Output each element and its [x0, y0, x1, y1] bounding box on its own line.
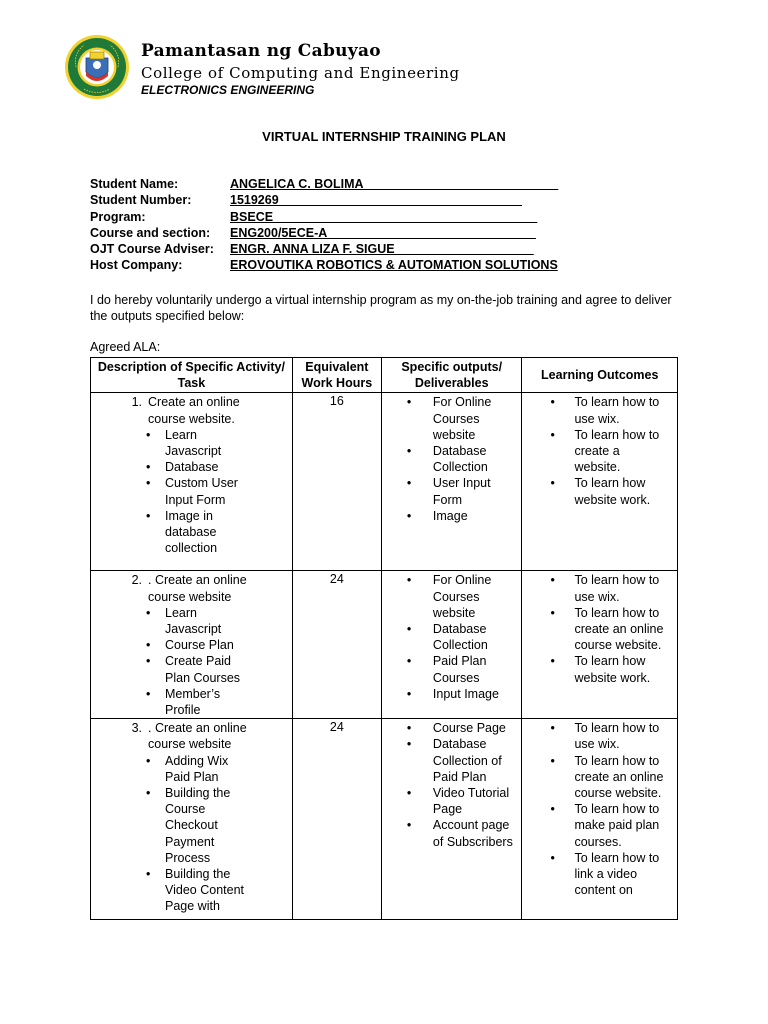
info-label: Course and section:: [90, 225, 211, 240]
list-item: • To learn how to use wix.: [522, 720, 666, 752]
list-item: • To learn how to use wix.: [522, 572, 666, 604]
list-item: • Learn Javascript: [146, 605, 254, 637]
column-header-deliverables: Specific outputs/ Deliverables: [381, 358, 522, 393]
outcomes-list: [522, 571, 677, 685]
task-number: 2.: [131, 573, 142, 588]
list-item: • Account page of Subscribers: [382, 817, 515, 849]
list-item: • Database Collection: [382, 621, 515, 653]
agreed-ala-label: Agreed ALA:: [90, 340, 161, 354]
list-item: • Building the Course Checkout Payment Process: [146, 785, 254, 866]
column-header-hours: Equivalent Work Hours: [292, 358, 381, 393]
list-item: • For Online Courses website: [382, 394, 515, 443]
task-number: 3.: [131, 721, 142, 736]
department-name: ELECTRONICS ENGINEERING: [141, 83, 315, 97]
info-value: EROVOUTIKA ROBOTICS & AUTOMATION SOLUTIONS: [230, 258, 558, 273]
list-item: • To learn how website work.: [522, 653, 666, 685]
list-item: • To learn how to use wix.: [522, 394, 666, 426]
list-item: • Database Collection of Paid Plan: [382, 736, 515, 785]
deliverables-list: [382, 571, 522, 702]
subtask-list: [91, 427, 254, 557]
list-item: • Building the Video Content Page with: [146, 866, 254, 915]
info-label: Host Company:: [90, 258, 183, 273]
info-value: ENGR. ANNA LIZA F. SIGUE____________________: [230, 242, 534, 257]
list-item: • For Online Courses website: [382, 572, 515, 621]
outcomes-cell: [522, 393, 678, 571]
list-item: • Image in database collection: [146, 508, 254, 557]
outcomes-cell: [522, 719, 678, 920]
activity-cell: [91, 571, 293, 719]
table-header-row: [91, 358, 678, 393]
training-plan-table: [90, 357, 678, 920]
info-value: ENG200/5ECE-A______________________________: [230, 225, 536, 240]
hours-cell: 16: [292, 393, 381, 571]
outcomes-list: [522, 719, 677, 898]
task-text: Create an online course website.: [148, 395, 240, 426]
document-title: VIRTUAL INTERNSHIP TRAINING PLAN: [262, 129, 506, 144]
task-number: 1.: [131, 395, 142, 410]
list-item: • User Input Form: [382, 475, 515, 507]
list-item: • Image: [382, 508, 515, 524]
intro-paragraph: I do hereby voluntarily undergo a virtual internship program as my on-the-job training and agree to deliver the outputs specified below:: [90, 293, 672, 324]
list-item: • Paid Plan Courses: [382, 653, 515, 685]
list-item: • Input Image: [382, 686, 515, 702]
list-item: • Database Collection: [382, 443, 515, 475]
deliverables-cell: [381, 571, 522, 719]
list-item: • To learn how to make paid plan courses.: [522, 801, 666, 850]
list-item: • Adding Wix Paid Plan: [146, 753, 254, 785]
hours-cell: 24: [292, 571, 381, 719]
hours-cell: 24: [292, 719, 381, 920]
list-item: • Video Tutorial Page: [382, 785, 515, 817]
info-value: 1519269___________________________________: [230, 193, 522, 208]
list-item: • Custom User Input Form: [146, 475, 254, 507]
table-row: [91, 571, 678, 719]
university-seal-logo: [64, 34, 130, 100]
task-text: . Create an online course website: [148, 721, 247, 752]
list-item: • Learn Javascript: [146, 427, 254, 459]
subtask-list: [91, 605, 254, 718]
list-item: • Course Page: [382, 720, 515, 736]
list-item: • Course Plan: [146, 637, 254, 653]
info-label: Student Number:: [90, 193, 192, 208]
info-value: ANGELICA C. BOLIMA____________________________: [230, 177, 559, 191]
list-item: • To learn how to create an online course website.: [522, 605, 666, 654]
list-item: • To learn how to create an online course website.: [522, 753, 666, 802]
column-header-outcomes: Learning Outcomes: [522, 358, 678, 393]
college-name: College of Computing and Engineering: [141, 64, 460, 82]
list-item: • Database: [146, 459, 254, 475]
deliverables-cell: [381, 393, 522, 571]
outcomes-cell: [522, 571, 678, 719]
info-label: Student Name:: [90, 177, 179, 191]
list-item: • To learn how website work.: [522, 475, 666, 507]
list-item: • Member’s Profile: [146, 686, 254, 718]
subtask-list: [91, 753, 254, 915]
deliverables-cell: [381, 719, 522, 920]
column-header-activity: Description of Specific Activity/ Task: [91, 358, 293, 393]
deliverables-list: [382, 719, 522, 850]
table-row: [91, 393, 678, 571]
table-row: [91, 719, 678, 920]
info-value: BSECE______________________________________: [230, 209, 538, 224]
activity-cell: [91, 719, 293, 920]
info-label: OJT Course Adviser:: [90, 242, 214, 257]
university-name: Pamantasan ng Cabuyao: [141, 41, 381, 61]
list-item: • To learn how to link a video content on: [522, 850, 666, 899]
list-item: • To learn how to create a website.: [522, 427, 666, 476]
task-text: . Create an online course website: [148, 573, 247, 604]
list-item: • Create Paid Plan Courses: [146, 653, 254, 685]
deliverables-list: [382, 393, 522, 524]
info-label: Program:: [90, 209, 146, 224]
activity-cell: [91, 393, 293, 571]
outcomes-list: [522, 393, 677, 507]
